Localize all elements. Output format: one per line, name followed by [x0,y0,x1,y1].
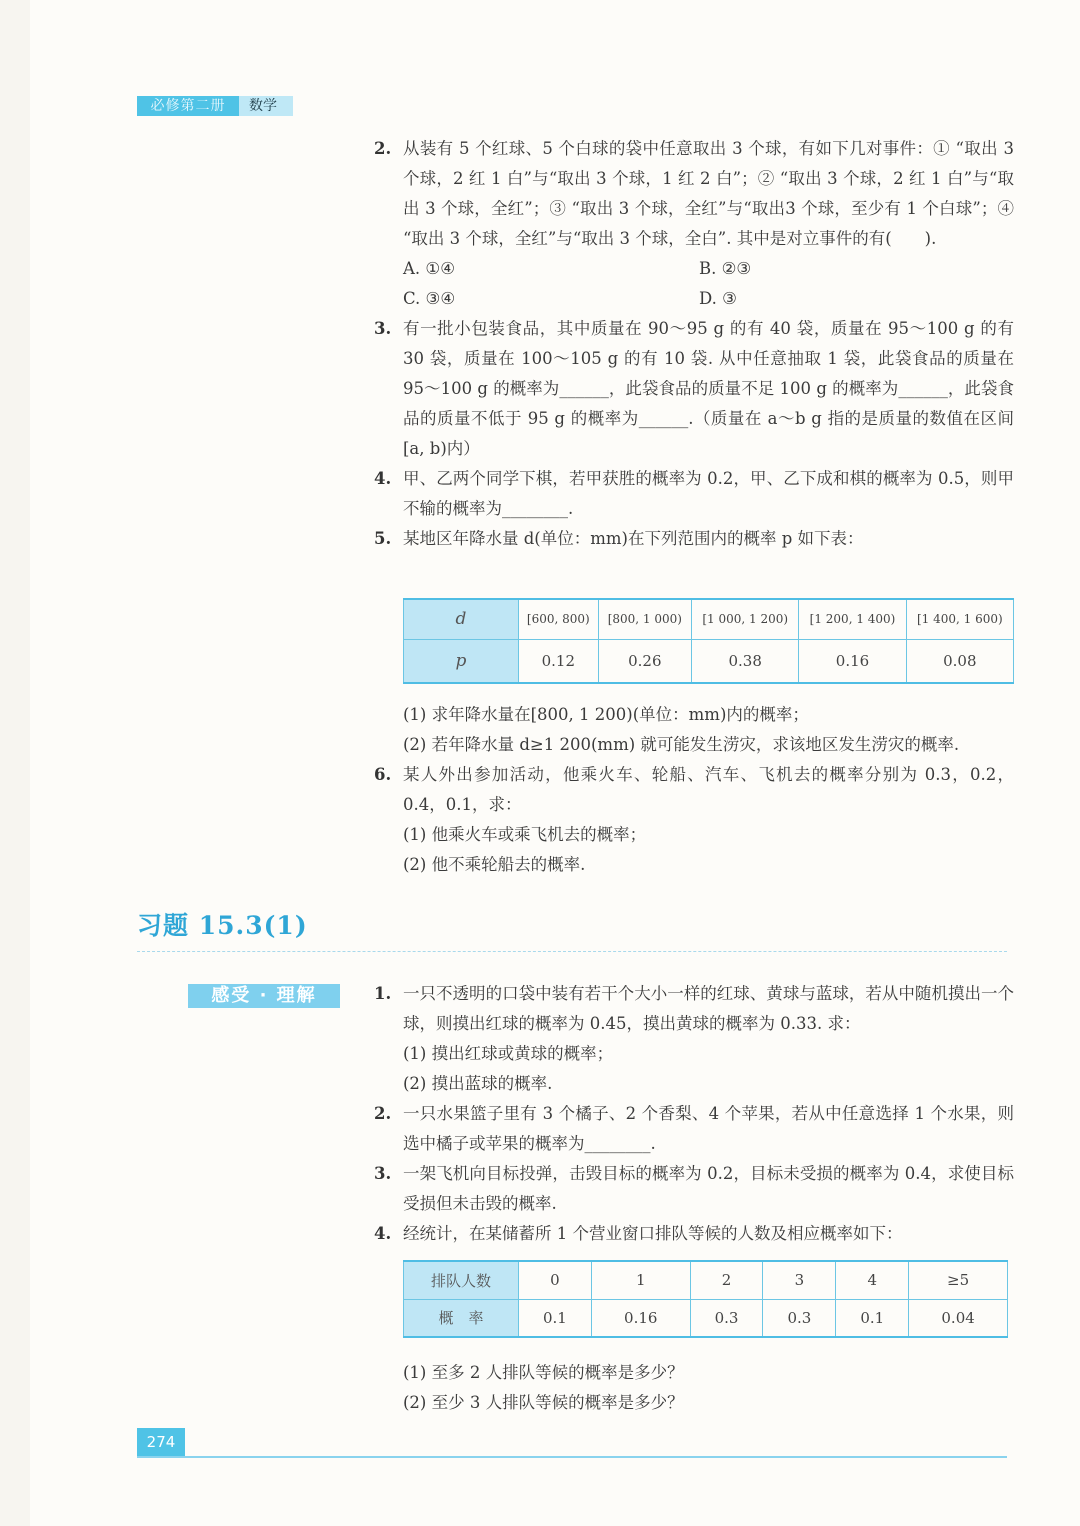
queue-probability-table [403,1260,1008,1338]
question-number: 3. [374,319,392,338]
table-header-count: 排队人数 [404,1261,519,1299]
sub-question: (2) 至少 3 人排队等候的概率是多少？ [403,1393,684,1412]
question-text: 一只水果篮子里有 3 个橘子、2 个香梨、4 个苹果，若从中任意选择 1 个水果，则选中橘子或苹果的概率为________. [403,1104,1014,1153]
sub-question: (1) 至多 2 人排队等候的概率是多少？ [403,1363,684,1382]
question-number: 4. [374,469,392,488]
prob-cell: 0.08 [906,639,1013,683]
question-number: 2. [374,139,392,158]
count-cell: 3 [763,1261,836,1299]
section-divider [137,951,1007,952]
table-header-d: d [404,599,519,639]
count-cell: 4 [836,1261,909,1299]
question-3 [374,314,1014,464]
range-cell: [800, 1 000) [598,599,691,639]
prob-cell: 0.3 [763,1299,836,1337]
footer-rule [137,1456,1007,1458]
sub-question: (2) 他不乘轮船去的概率. [403,855,586,874]
question-number: 6. [374,765,392,784]
question-1 [374,979,1014,1039]
section-tag: 感受 · 理解 [188,984,340,1008]
option-d: D. ③ [699,289,737,308]
page-number: 274 [137,1428,185,1456]
question-number: 5. [374,529,392,548]
question-text: 甲、乙两个同学下棋，若甲获胜的概率为 0.2，甲、乙下成和棋的概率为 0.5，则甲不输的概率为________. [403,469,1014,518]
option-b: B. ②③ [699,259,752,278]
question-3 [374,1159,1014,1219]
question-5 [374,524,1014,554]
prob-cell: 0.04 [909,1299,1008,1337]
sub-question: (1) 他乘火车或乘飞机去的概率； [403,825,647,844]
question-text: 有一批小包装食品，其中质量在 90～95 g 的有 40 袋，质量在 95～100 g 的有 30 袋，质量在 100～105 g 的有 10 袋. 从中任意抽取 1 袋，此袋食品的质量在 95～100 g 的概率为______，此袋食品的质量不足 100 g 的概率为______，此袋食品的质量不低于 95 g 的概率为______.（质量在 a～b g 指的是质量的数值在区间[a, b)内） [403,319,1014,458]
range-cell: [1 000, 1 200) [692,599,799,639]
range-cell: [1 400, 1 600) [906,599,1013,639]
answer-options [374,254,1014,314]
question-text: 某人外出参加活动，他乘火车、轮船、汽车、飞机去的概率分别为 0.3，0.2，0.4，0.1，求： [403,765,1014,814]
exercise-list-section-continued [374,1358,1014,1418]
subject-label: 数学 [239,96,293,116]
sub-question: (1) 求年降水量在[800, 1 200)(单位：mm)内的概率； [403,705,809,724]
question-text: 一只不透明的口袋中装有若干个大小一样的红球、黄球与蓝球，若从中随机摸出一个球，则摸出红球的概率为 0.45，摸出黄球的概率为 0.33. 求： [403,984,1014,1033]
question-number: 1. [374,984,392,1003]
question-number: 2. [374,1104,392,1123]
prob-cell: 0.3 [690,1299,763,1337]
prob-cell: 0.16 [799,639,906,683]
book-label: 必修第二册 [137,96,239,116]
question-6 [374,760,1014,820]
table-header-prob: 概 率 [404,1299,519,1337]
question-4 [374,1219,1014,1249]
sub-question: (1) 摸出红球或黄球的概率； [403,1044,614,1063]
prob-cell: 0.38 [692,639,799,683]
exercise-list-top-continued [374,700,1014,880]
chapter-header [137,96,293,116]
question-number: 4. [374,1224,392,1243]
question-2 [374,134,1014,254]
option-a: A. ①④ [403,259,455,278]
question-text: 经统计，在某储蓄所 1 个营业窗口排队等候的人数及相应概率如下： [403,1224,903,1243]
sub-question: (2) 摸出蓝球的概率. [403,1074,553,1093]
count-cell: 1 [591,1261,690,1299]
section-title: 习题 15.3(1) [137,911,308,940]
question-text: 某地区年降水量 d(单位：mm)在下列范围内的概率 p 如下表： [403,529,864,548]
prob-cell: 0.12 [519,639,599,683]
count-cell: ≥5 [909,1261,1008,1299]
prob-cell: 0.16 [591,1299,690,1337]
question-2 [374,1099,1014,1159]
count-cell: 0 [519,1261,592,1299]
question-4 [374,464,1014,524]
range-cell: [600, 800) [519,599,599,639]
exercise-list-section [374,979,1014,1249]
range-cell: [1 200, 1 400) [799,599,906,639]
question-text: 从装有 5 个红球、5 个白球的袋中任意取出 3 个球，有如下几对事件：① “取出 3 个球，2 红 1 白”与“取出 3 个球，1 红 2 白”；② “取出 3 个球，2 红 1 白”与“取出 3 个球，全红”；③ “取出 3 个球，全红”与“取出3 个球，至少有 1 个白球”；④ “取出 3 个球，全红”与“取出 3 个球，全白”. 其中是对立事件的有( ). [403,139,1014,248]
table-header-p: p [404,639,519,683]
prob-cell: 0.1 [836,1299,909,1337]
sub-question: (2) 若年降水量 d≥1 200(mm) 就可能发生涝灾，求该地区发生涝灾的概率. [403,735,960,754]
exercise-list-top [374,134,1014,554]
count-cell: 2 [690,1261,763,1299]
prob-cell: 0.1 [519,1299,592,1337]
question-text: 一架飞机向目标投弹，击毁目标的概率为 0.2，目标未受损的概率为 0.4，求使目标受损但未击毁的概率. [403,1164,1014,1213]
question-number: 3. [374,1164,392,1183]
prob-cell: 0.26 [598,639,691,683]
rainfall-probability-table [403,598,1014,684]
option-c: C. ③④ [403,289,456,308]
